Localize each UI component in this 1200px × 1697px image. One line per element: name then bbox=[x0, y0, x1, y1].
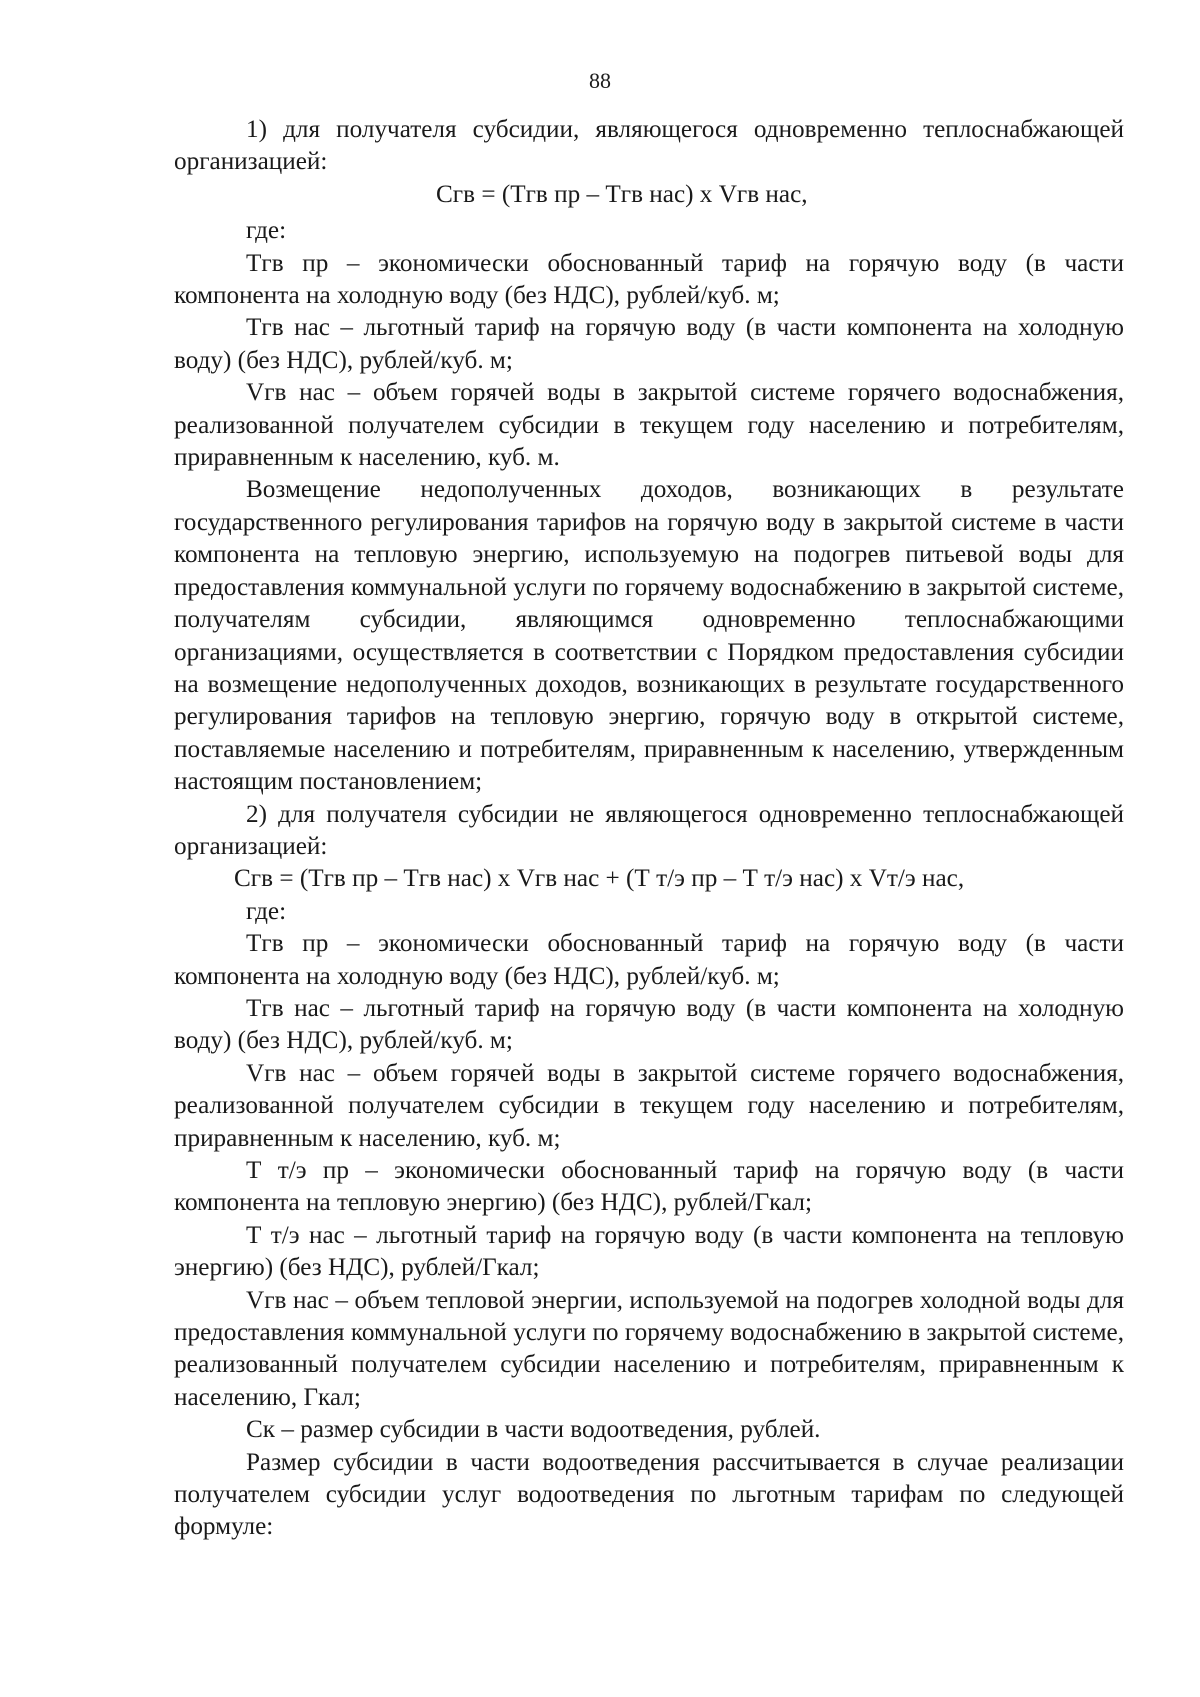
paragraph-item-1: 1) для получателя субсидии, являющегося одновременно теплоснабжающей организацией: bbox=[174, 116, 1124, 176]
definition-t-te-nas: Т т/э нас – льготный тариф на горячую воду (в части компонента на тепловую энергию) (без НДС), рублей/Гкал; bbox=[174, 1221, 1124, 1282]
definition-v-heat-energy: Vгв нас – объем тепловой энергии, используемой на подогрев холодной воды для предоставления коммунальной услуги по горячему водоснабжению в закрытой системе, реализованный получателем субсидии населению и потребителям, приравненным к населению, Гкал; bbox=[174, 1286, 1124, 1411]
document-body bbox=[174, 114, 1124, 1544]
formula-1: Сгв = (Тгв пр – Тгв нас) х Vгв нас, bbox=[436, 180, 808, 208]
definition-tgv-nas-1: Тгв нас – льготный тариф на горячую воду (в части компонента на холодную воду) (без НДС), рублей/куб. м; bbox=[174, 314, 1124, 374]
paragraph-item-2: 2) для получателя субсидии не являющегося одновременно теплоснабжающей организацией: bbox=[174, 800, 1124, 860]
definition-vgv-nas-1: Vгв нас – объем горячей воды в закрытой системе горячего водоснабжения, реализованной получателем субсидии в текущем году населению и потребителям, приравненным к населению, куб. м. bbox=[174, 379, 1124, 472]
where-label-2: где: bbox=[246, 897, 287, 925]
definition-tgv-pr-2: Тгв пр – экономически обоснованный тариф на горячую воду (в части компонента на холодную воду (без НДС), рублей/куб. м; bbox=[174, 930, 1124, 990]
definition-tgv-pr-1: Тгв пр – экономически обоснованный тариф на горячую воду (в части компонента на холодную воду (без НДС), рублей/куб. м; bbox=[174, 249, 1124, 310]
definition-t-te-pr: Т т/э пр – экономически обоснованный тариф на горячую воду (в части компонента на тепловую энергию) (без НДС), рублей/Гкал; bbox=[174, 1157, 1124, 1217]
paragraph-reimbursement: Возмещение недополученных доходов, возникающих в результате государственного регулирования тарифов на горячую воду в закрытой системе в части компонента на тепловую энергию, используемую на подогрев питьевой воды для предоставления коммунальной услуги по горячему водоснабжению в закрытой системе, получателям субсидии, являющимся одновременно теплоснабжающими организациями, осуществляется в соответствии с Порядком предоставления субсидии на возмещение недополученных доходов, возникающих в результате государственного регулирования тарифов на тепловую энергию, горячую воду в открытой системе, поставляемые населению и потребителям, приравненным к населению, утвержденным настоящим постановлением; bbox=[174, 476, 1124, 796]
paragraph-wastewater: Размер субсидии в части водоотведения рассчитывается в случае реализации получателем субсидии услуг водоотведения по льготным тарифам по следующей формуле: bbox=[174, 1448, 1124, 1541]
page-number: 88 bbox=[589, 68, 611, 93]
formula-2: Сгв = (Тгв пр – Тгв нас) х Vгв нас + (Т т/э пр – Т т/э нас) х Vт/э нас, bbox=[234, 865, 965, 893]
definition-sk: Ск – размер субсидии в части водоотведения, рублей. bbox=[246, 1416, 821, 1444]
definition-vgv-nas-2: Vгв нас – объем горячей воды в закрытой системе горячего водоснабжения, реализованной получателем субсидии в текущем году населению и потребителям, приравненным к населению, куб. м; bbox=[174, 1059, 1124, 1152]
where-label-1: где: bbox=[246, 217, 287, 245]
definition-tgv-nas-2: Тгв нас – льготный тариф на горячую воду (в части компонента на холодную воду) (без НДС), рублей/куб. м; bbox=[174, 994, 1124, 1055]
